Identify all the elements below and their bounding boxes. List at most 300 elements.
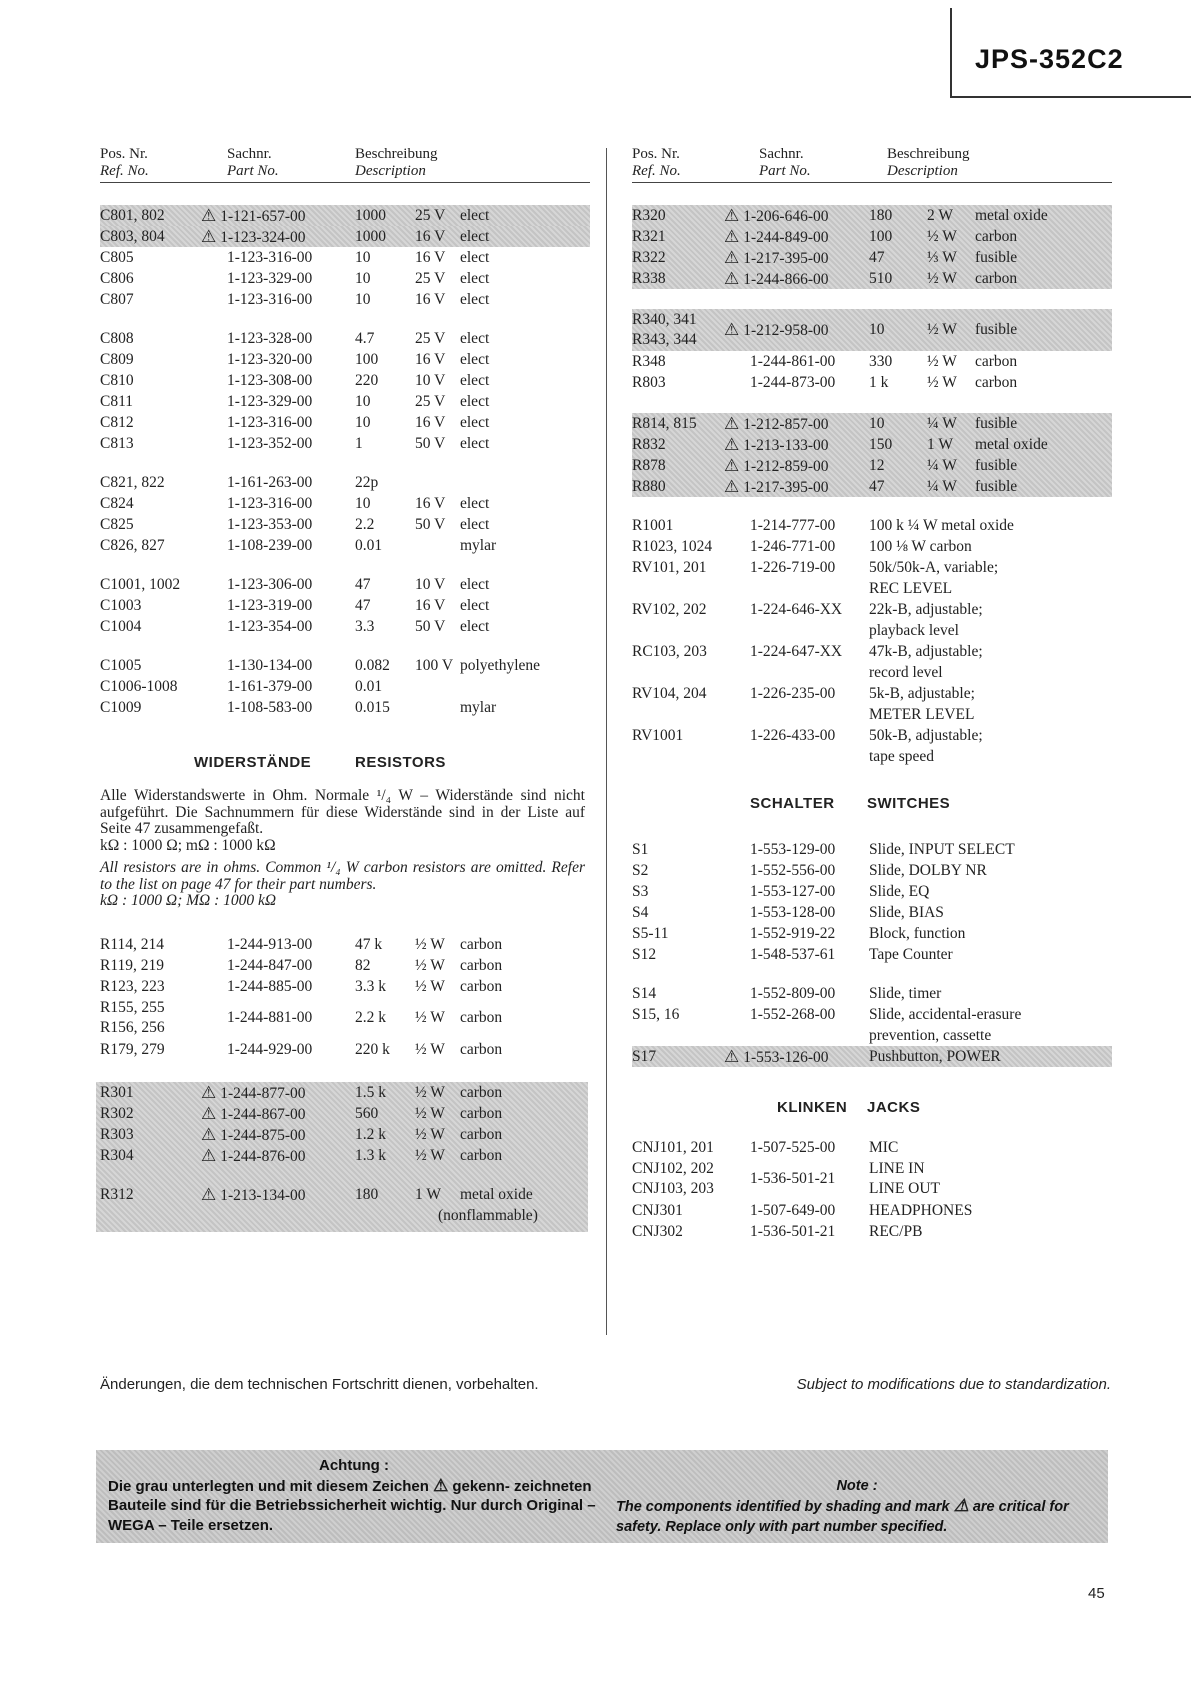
type: carbon [460, 956, 503, 974]
rating: ⅓ W [927, 249, 957, 266]
part-number: 1-244-881-00 [227, 1008, 313, 1026]
part-row [632, 599, 1112, 620]
part-row [100, 493, 590, 514]
ref-number: C826, 827 [100, 537, 165, 554]
ref-number: R1023, 1024 [632, 538, 713, 555]
description: 100 k ¼ W metal oxide [869, 517, 1014, 534]
rating: 16 V [415, 228, 446, 245]
type: carbon [460, 977, 503, 995]
description: 5k-B, adjustable; [869, 685, 975, 702]
right-column [632, 146, 1112, 1242]
part-number: 1-123-353-00 [227, 516, 313, 533]
type: elect [460, 516, 490, 533]
part-row [100, 349, 590, 370]
part-row [632, 1200, 1112, 1221]
type: fusible [975, 457, 1018, 474]
warning-triangle-icon: ⚠ [433, 1475, 449, 1495]
ref-number: C824 [100, 495, 134, 512]
part-row [632, 683, 1112, 704]
part-number: 1-244-885-00 [227, 977, 313, 995]
rating: ½ W [415, 1104, 445, 1122]
type: elect [460, 291, 490, 308]
warning-triangle-icon: ⚠ [724, 435, 740, 454]
description: Slide, INPUT SELECT [869, 841, 1015, 858]
type: fusible [975, 321, 1018, 338]
ref-number: R343, 344 [632, 331, 697, 348]
ref-number: CNJ102, 202 [632, 1160, 714, 1177]
ref-number: R321 [632, 228, 666, 245]
part-row [100, 205, 590, 226]
value: 100 [869, 228, 893, 245]
description: Slide, BIAS [869, 904, 944, 921]
part-number: 1-123-319-00 [227, 597, 313, 614]
part-number: 1-224-646-XX [750, 601, 843, 618]
value: 2.2 [355, 516, 375, 533]
part-row [100, 595, 590, 616]
part-number: 1-123-329-00 [227, 270, 313, 287]
value: 1 [355, 435, 363, 452]
ref-number: C808 [100, 330, 134, 347]
resistors-note-en: All resistors are in ohms. Common ¹/₄ W carbon resistors are omitted. Refer to the list on page 47 for their part numbers. kΩ : 1000 Ω; MΩ : 1000 kΩ [100, 859, 585, 909]
ref-number: S14 [632, 985, 657, 1002]
description: Slide, timer [869, 985, 942, 1002]
title-de: SCHALTER [750, 795, 835, 812]
type: (nonflammable) [438, 1206, 538, 1224]
part-number: 1-123-316-00 [227, 495, 313, 512]
footer-english: Subject to modifications due to standardization. [796, 1376, 1111, 1393]
part-row [100, 1039, 590, 1060]
type: carbon [975, 270, 1018, 287]
part-number: 1-536-501-21 [750, 1170, 836, 1187]
part-number: ⚠ 1-213-134-00 [201, 1184, 306, 1204]
value: 47 [869, 478, 885, 495]
warning-triangle-icon: ⚠ [724, 227, 740, 246]
value: 1000 [355, 228, 386, 245]
ref-number: R338 [632, 270, 666, 287]
rating: 50 V [415, 618, 446, 635]
type: carbon [460, 1008, 503, 1026]
part-row [632, 983, 1112, 1004]
value: 47 [355, 576, 371, 593]
value: 1.3 k [355, 1146, 386, 1164]
ref-number: S15, 16 [632, 1006, 680, 1023]
value: 1.2 k [355, 1125, 386, 1143]
part-row [100, 1103, 588, 1124]
type: fusible [975, 415, 1018, 432]
ref-number: S3 [632, 883, 649, 900]
rating: 16 V [415, 597, 446, 614]
warning-triangle-icon: ⚠ [201, 1124, 217, 1144]
ref-number: R340, 341 [632, 311, 697, 328]
value: 150 [869, 436, 893, 453]
value: 1 k [869, 374, 889, 391]
part-row [100, 1124, 588, 1145]
value: 510 [869, 270, 893, 287]
part-row [100, 976, 590, 997]
rating: ¼ W [927, 457, 957, 474]
ref-number: C812 [100, 414, 134, 431]
part-row [100, 472, 590, 493]
ref-number: R832 [632, 436, 666, 453]
value: 82 [355, 956, 371, 974]
part-number: ⚠ 1-244-875-00 [201, 1124, 306, 1144]
type: carbon [460, 1125, 503, 1143]
part-row [632, 923, 1112, 944]
part-row [632, 455, 1112, 476]
type: elect [460, 270, 490, 287]
type: fusible [975, 249, 1018, 266]
ref-number: R123, 223 [100, 977, 165, 995]
part-number: 1-123-316-00 [227, 414, 313, 431]
part-number: 1-123-328-00 [227, 330, 313, 347]
part-number: 1-552-919-22 [750, 925, 836, 942]
rating: 25 V [415, 393, 446, 410]
resistors-note-de: Alle Widerstandswerte in Ohm. Normale ¹/₄ W – Widerstände sind nicht aufgeführt. Die Sachnummern für diese Widerstände sind in der Liste auf Seite 47 zusammengefaßt. kΩ : 1000 Ω; mΩ : 1000 kΩ [100, 787, 585, 854]
description: REC LEVEL [869, 580, 953, 597]
part-number: 1-214-777-00 [750, 517, 836, 534]
warning-triangle-icon: ⚠ [724, 477, 740, 496]
description: 50k/50k-A, variable; [869, 559, 999, 576]
part-row [632, 641, 1112, 662]
ref-number: C803, 804 [100, 228, 165, 245]
value: 220 k [355, 1040, 390, 1058]
ref-number: RC103, 203 [632, 643, 707, 660]
footer-german: Änderungen, die dem technischen Fortschritt dienen, vorbehalten. [100, 1376, 539, 1393]
type: elect [460, 207, 490, 224]
warning-triangle-icon: ⚠ [724, 456, 740, 475]
ref-number: R312 [100, 1185, 134, 1203]
ref-number: RV1001 [632, 727, 684, 744]
description: HEADPHONES [869, 1202, 973, 1219]
rating: 16 V [415, 351, 446, 368]
part-row [100, 328, 590, 349]
type: elect [460, 435, 490, 452]
desc-header: Beschreibung Description [355, 146, 438, 179]
ref-number: RV101, 201 [632, 559, 707, 576]
description: METER LEVEL [869, 706, 975, 723]
description: Pushbutton, POWER [869, 1048, 1001, 1065]
rating: ½ W [415, 1125, 445, 1143]
ref-number: C813 [100, 435, 134, 452]
rating: 16 V [415, 291, 446, 308]
type: metal oxide [975, 207, 1048, 224]
rating: 16 V [415, 414, 446, 431]
type: elect [460, 618, 490, 635]
part-row [632, 205, 1112, 226]
description: 47k-B, adjustable; [869, 643, 983, 660]
type: mylar [460, 537, 497, 554]
ref-number: S12 [632, 946, 657, 963]
part-number: ⚠ 1-121-657-00 [201, 206, 306, 225]
part-row [632, 839, 1112, 860]
ref-number: C821, 822 [100, 474, 165, 491]
rating: 10 V [415, 372, 446, 389]
value: 10 [355, 270, 371, 287]
type: carbon [975, 353, 1018, 370]
ref-number: R155, 255 [100, 998, 165, 1016]
type: carbon [460, 1083, 503, 1101]
ref-number: C805 [100, 249, 134, 266]
right-header [632, 146, 1112, 183]
part-row [632, 620, 1112, 641]
type: mylar [460, 699, 497, 716]
rating: ½ W [415, 1083, 445, 1101]
title-en: SWITCHES [867, 795, 951, 812]
warning-triangle-icon: ⚠ [724, 248, 740, 267]
rating: ½ W [927, 374, 957, 391]
warning-triangle-icon: ⚠ [201, 206, 217, 225]
warning-triangle-icon: ⚠ [724, 206, 740, 225]
part-number: 1-123-354-00 [227, 618, 313, 635]
warning-triangle-icon: ⚠ [201, 1145, 217, 1165]
rating: 1 W [927, 436, 953, 453]
ref-number: R348 [632, 353, 666, 370]
description: prevention, cassette [869, 1027, 992, 1044]
part-number: 1-536-501-21 [750, 1223, 836, 1240]
part-row [632, 1004, 1112, 1025]
part-number: 1-108-583-00 [227, 699, 313, 716]
part-row [632, 515, 1112, 536]
ref-number: S2 [632, 862, 649, 879]
part-number: 1-123-308-00 [227, 372, 313, 389]
ref-number: S5-11 [632, 925, 669, 942]
column-divider [606, 148, 607, 1335]
ref-number: R303 [100, 1125, 134, 1143]
part-row [100, 268, 590, 289]
left-column [100, 146, 590, 1232]
value: 22p [355, 474, 379, 491]
part-number: 1-108-239-00 [227, 537, 313, 554]
description: Tape Counter [869, 946, 953, 963]
ref-number: R1001 [632, 517, 674, 534]
rating: ½ W [415, 1040, 445, 1058]
part-number: 1-123-306-00 [227, 576, 313, 593]
part-row [632, 226, 1112, 247]
description: playback level [869, 622, 959, 639]
ref-number: CNJ101, 201 [632, 1139, 714, 1156]
type: elect [460, 393, 490, 410]
safety-group [632, 205, 1112, 289]
ref-number: R301 [100, 1083, 134, 1101]
rating: ½ W [415, 977, 445, 995]
part-number: ⚠ 1-244-866-00 [724, 269, 829, 288]
part-number: ⚠ 1-244-876-00 [201, 1145, 306, 1165]
title-en: JACKS [867, 1099, 921, 1116]
part-row [632, 1025, 1112, 1046]
part-row [632, 860, 1112, 881]
description: 22k-B, adjustable; [869, 601, 983, 618]
description: record level [869, 664, 943, 681]
part-row [632, 662, 1112, 683]
part-number: ⚠ 1-212-958-00 [724, 320, 829, 339]
description: tape speed [869, 748, 934, 765]
part-number: 1-553-128-00 [750, 904, 836, 921]
left-header [100, 146, 590, 183]
warning-triangle-icon: ⚠ [724, 414, 740, 433]
description: Slide, DOLBY NR [869, 862, 987, 879]
part-number: 1-246-771-00 [750, 538, 836, 555]
part-number: 1-161-379-00 [227, 678, 313, 695]
type: elect [460, 249, 490, 266]
warning-triangle-icon: ⚠ [201, 1103, 217, 1123]
rating: 16 V [415, 249, 446, 266]
ref-number: R302 [100, 1104, 134, 1122]
part-number: ⚠ 1-217-395-00 [724, 477, 829, 496]
part-row [632, 557, 1112, 578]
part-number: 1-123-352-00 [227, 435, 313, 452]
rating: ½ W [415, 1146, 445, 1164]
warning-triangle-icon: ⚠ [724, 269, 740, 288]
part-number: 1-244-873-00 [750, 374, 836, 391]
part-row [100, 616, 590, 637]
ref-number: C1005 [100, 657, 142, 674]
part-number: ⚠ 1-206-646-00 [724, 206, 829, 225]
part-row [100, 535, 590, 556]
part-row [632, 434, 1112, 455]
part-number: 1-123-320-00 [227, 351, 313, 368]
ref-number: C1006-1008 [100, 678, 178, 695]
part-row [632, 247, 1112, 268]
rating: 50 V [415, 435, 446, 452]
ref-number: C1004 [100, 618, 142, 635]
type: fusible [975, 478, 1018, 495]
rating: 25 V [415, 207, 446, 224]
part-number: 1-224-647-XX [750, 643, 843, 660]
type: elect [460, 576, 490, 593]
page-number: 45 [1088, 1585, 1105, 1602]
ref-number: C807 [100, 291, 134, 308]
type: carbon [975, 228, 1018, 245]
part-number: ⚠ 1-553-126-00 [724, 1047, 829, 1066]
ref-number: RV104, 204 [632, 685, 707, 702]
part-row [632, 536, 1112, 557]
part-row [100, 247, 590, 268]
part-row [632, 372, 1112, 393]
part-number: ⚠ 1-213-133-00 [724, 435, 829, 454]
ref-number: C825 [100, 516, 134, 533]
part-row [100, 1082, 588, 1103]
value: 330 [869, 353, 893, 370]
description: Slide, EQ [869, 883, 930, 900]
type: elect [460, 597, 490, 614]
warning-triangle-icon: ⚠ [724, 320, 740, 339]
value: 180 [355, 1185, 379, 1203]
value: 4.7 [355, 330, 375, 347]
value: 560 [355, 1104, 379, 1122]
part-number: 1-552-556-00 [750, 862, 836, 879]
rating: 2 W [927, 207, 953, 224]
part-row [632, 1046, 1112, 1067]
part-number: 1-244-847-00 [227, 956, 313, 974]
ref-number: S17 [632, 1048, 657, 1065]
title-de: KLINKEN [777, 1099, 848, 1116]
value: 47 k [355, 935, 383, 953]
rating: ½ W [927, 321, 957, 338]
type: polyethylene [460, 657, 541, 674]
ref-header: Pos. Nr. Ref. No. [632, 146, 681, 179]
warning-triangle-icon: ⚠ [201, 1082, 217, 1102]
safety-note-en: Note : The components identified by shading and mark ⚠ are critical for safety. Replace only with part number specified. [616, 1478, 1069, 1535]
value: 0.082 [355, 657, 390, 674]
part-row [632, 881, 1112, 902]
rating: ½ W [415, 956, 445, 974]
rating: 16 V [415, 495, 446, 512]
ref-number: C810 [100, 372, 134, 389]
part-number: ⚠ 1-244-877-00 [201, 1082, 306, 1102]
value: 2.2 k [355, 1008, 386, 1026]
part-number: 1-552-268-00 [750, 1006, 836, 1023]
warning-triangle-icon: ⚠ [724, 1047, 740, 1066]
ref-number: R803 [632, 374, 666, 391]
part-header: Sachnr. Part No. [227, 146, 279, 179]
part-number: 1-161-263-00 [227, 474, 313, 491]
type: elect [460, 330, 490, 347]
part-number: ⚠ 1-244-867-00 [201, 1103, 306, 1123]
ref-number: C1001, 1002 [100, 576, 181, 593]
value: 0.01 [355, 678, 383, 695]
part-row [632, 704, 1112, 725]
part-row [632, 578, 1112, 599]
description: Block, function [869, 925, 966, 942]
value: 10 [355, 393, 371, 410]
part-number: 1-507-649-00 [750, 1202, 836, 1219]
rating: ½ W [927, 270, 957, 287]
ref-number: S1 [632, 841, 649, 858]
description: REC/PB [869, 1223, 923, 1240]
ref-number: C806 [100, 270, 134, 287]
part-number: 1-123-316-00 [227, 291, 313, 308]
part-row [100, 1205, 588, 1226]
value: 10 [355, 414, 371, 431]
switches-title [632, 795, 1112, 819]
model-number: JPS-352C2 [975, 44, 1124, 74]
ref-number: R156, 256 [100, 1018, 165, 1036]
type: carbon [975, 374, 1018, 391]
value: 180 [869, 207, 893, 224]
description: LINE OUT [869, 1180, 941, 1197]
type: carbon [460, 1104, 503, 1122]
part-row [100, 1184, 588, 1205]
part-row [100, 655, 590, 676]
description: MIC [869, 1139, 899, 1156]
description: Slide, accidental-erasure [869, 1006, 1022, 1023]
part-row [632, 1221, 1112, 1242]
ref-number: R320 [632, 207, 666, 224]
part-number: 1-507-525-00 [750, 1139, 836, 1156]
value: 100 [355, 351, 379, 368]
part-number: 1-548-537-61 [750, 946, 836, 963]
ref-number: R114, 214 [100, 935, 165, 953]
capacitor-list [100, 205, 590, 718]
part-row [100, 574, 590, 595]
part-row [100, 289, 590, 310]
ref-number: CNJ302 [632, 1223, 683, 1240]
part-row [100, 226, 590, 247]
part-row [632, 725, 1112, 746]
ref-header: Pos. Nr. Ref. No. [100, 146, 149, 179]
resistors-title: WIDERSTÄNDE RESISTORS [194, 754, 446, 771]
safety-note [96, 1450, 1108, 1543]
part-number: 1-553-127-00 [750, 883, 836, 900]
rating: ¼ W [927, 478, 957, 495]
rating: 25 V [415, 270, 446, 287]
part-row [632, 746, 1112, 767]
safety-group [632, 413, 1112, 497]
value: 47 [355, 597, 371, 614]
ref-number: C801, 802 [100, 207, 165, 224]
part-number: 1-123-329-00 [227, 393, 313, 410]
part-number: 1-244-929-00 [227, 1040, 313, 1058]
